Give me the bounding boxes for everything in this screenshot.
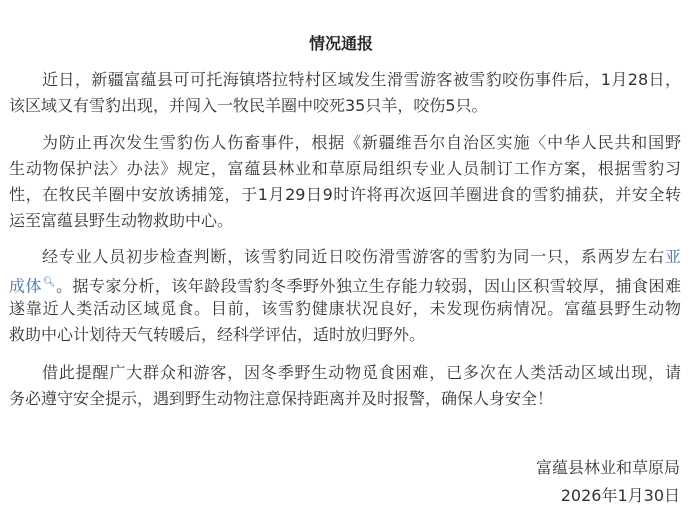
paragraph-4 <box>9 360 681 412</box>
text-line: 遂靠近人类活动区域觅食。目前，该雪豹健康状况良好，未发现伤病情况。富蕴县野生动物 <box>9 299 681 318</box>
text-line <box>9 244 681 270</box>
page-title: 情况通报 <box>308 34 373 53</box>
signature-date: 2026年1月30日 <box>560 486 680 505</box>
search-icon[interactable]: 🔍︎ <box>42 277 57 288</box>
text-line: 借此提醒广大群众和游客，因冬季野生动物觅食困难，已多次在人类活动区域出现，请 <box>42 363 681 382</box>
paragraph-3 <box>9 244 681 348</box>
text-line: 该区域又有雪豹出现，并闯入一牧民羊圈中咬死35只羊，咬伤5只。 <box>9 96 488 115</box>
text-line: 生动物保护法〉办法》规定，富蕴县林业和草原局组织专业人员制订工作方案，根据雪豹习 <box>9 159 681 178</box>
subadult-link[interactable]: 亚 <box>664 247 681 266</box>
subadult-link-continued[interactable]: 成体 <box>9 276 42 296</box>
paragraph-1 <box>9 67 681 119</box>
text-line: 性，在牧民羊圈中安放诱捕笼，于1月29日9时许将再次返回羊圈进食的雪豹捕获，并安全转 <box>9 185 681 204</box>
text-span: 。据专家分析，该年龄段雪豹冬季野外独立生存能力较弱，因山区积雪较厚，捕食困难 <box>56 276 681 296</box>
text-line <box>9 270 681 296</box>
text-line: 为防止再次发生雪豹伤人伤畜事件，根据《新疆维吾尔自治区实施〈中华人民共和国野 <box>42 133 681 152</box>
text-span: 经专业人员初步检查判断，该雪豹同近日咬伤滑雪游客的雪豹为同一只，系两岁左右 <box>42 247 665 266</box>
signature-org: 富蕴县林业和草原局 <box>535 458 680 477</box>
paragraph-2 <box>9 130 681 234</box>
text-line: 近日，新疆富蕴县可可托海镇塔拉特村区域发生滑雪游客被雪豹咬伤事件后，1月28日， <box>42 70 681 89</box>
text-line: 务必遵守安全提示，遇到野生动物注意保持距离并及时报警，确保人身安全！ <box>9 389 554 408</box>
text-line: 运至富蕴县野生动物救助中心。 <box>9 211 234 230</box>
text-line: 救助中心计划待天气转暖后，经科学评估，适时放归野外。 <box>9 325 426 344</box>
